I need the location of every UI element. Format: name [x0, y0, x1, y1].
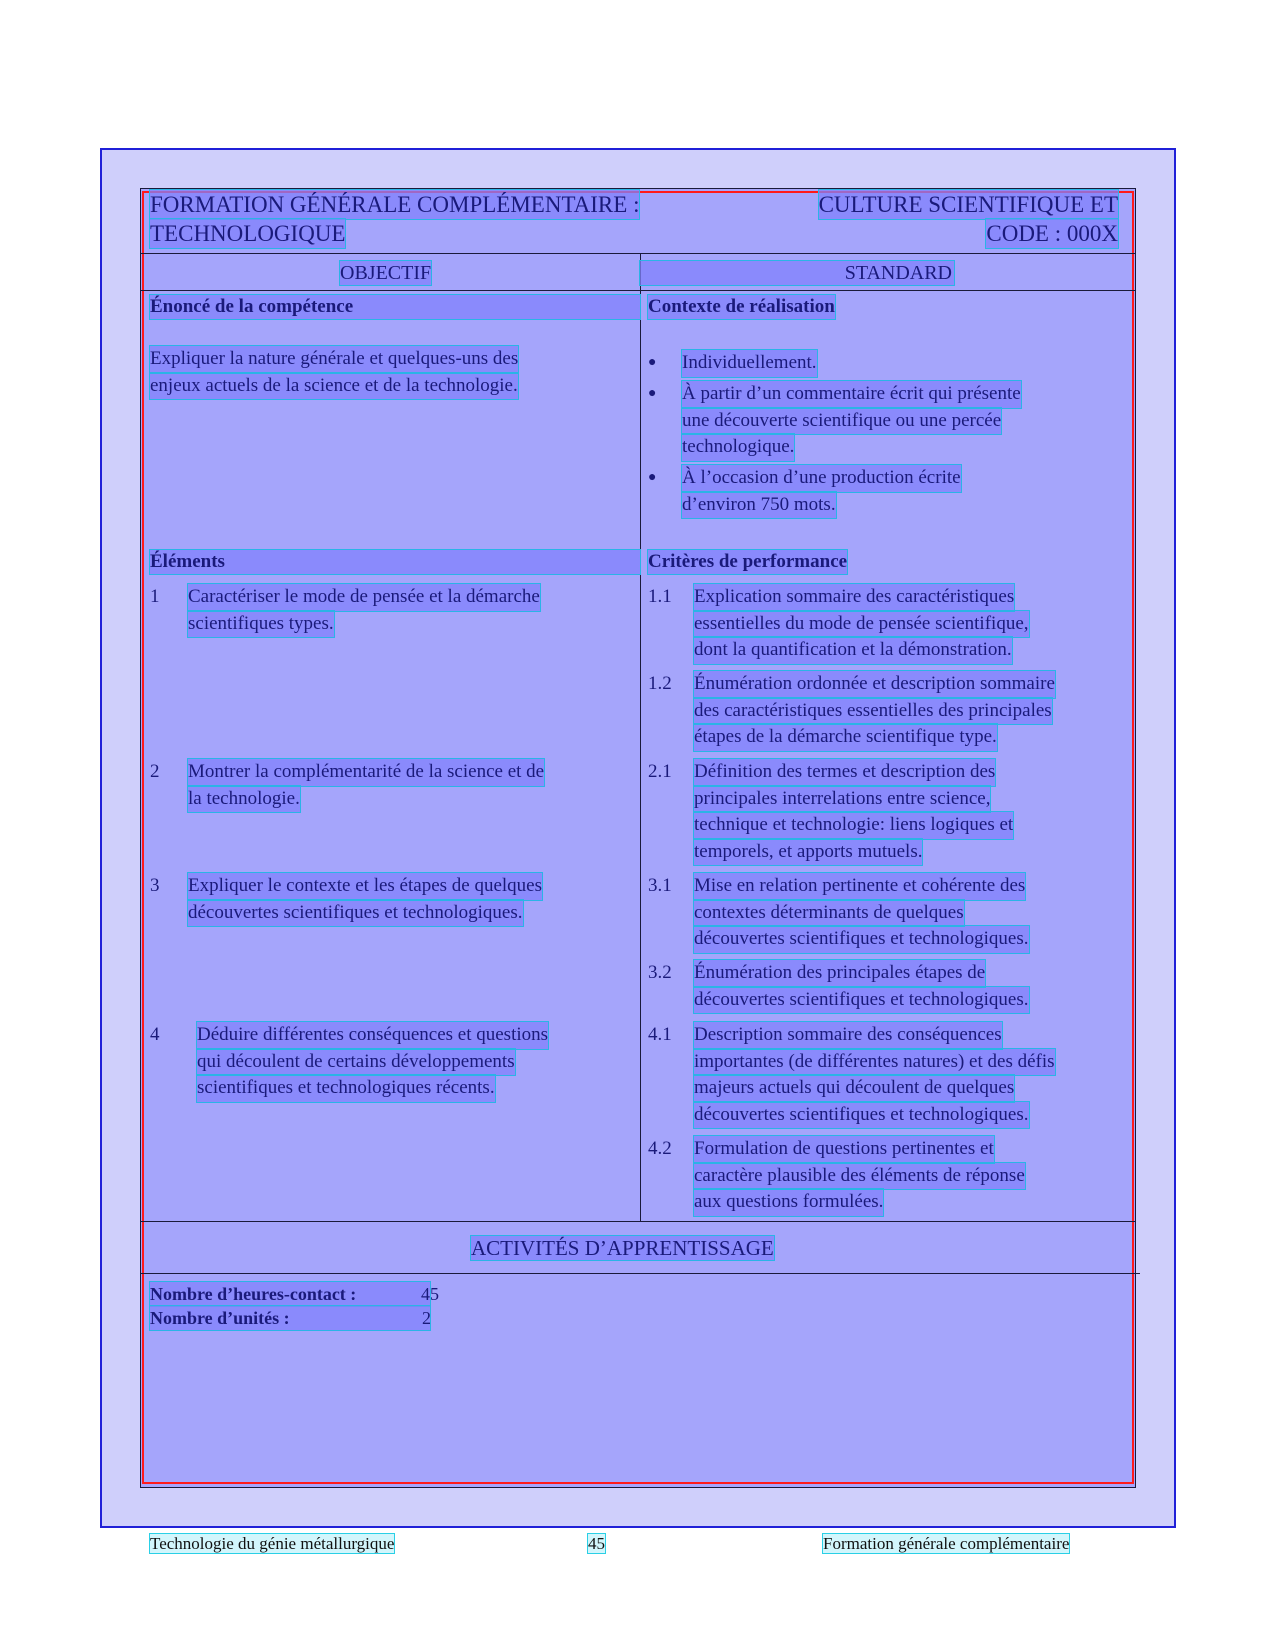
text-line: importantes (de différentes natures) et des défis [694, 1049, 1055, 1076]
criterion-item [694, 1022, 1055, 1128]
units-value: 2 [422, 1308, 431, 1328]
text-line: Individuellement. [682, 350, 817, 377]
element-number: 2 [150, 761, 160, 782]
text-line: découvertes scientifiques et technologiques. [694, 987, 1029, 1014]
text-line: étapes de la démarche scientifique type. [694, 724, 997, 751]
units-line [150, 1306, 430, 1330]
text-line: qui découlent de certains développements [197, 1049, 515, 1076]
element-item [197, 1022, 548, 1102]
text-line: Définition des termes et description des [694, 759, 995, 786]
bullet-icon: ● [648, 386, 657, 401]
divider [140, 1273, 1140, 1274]
element-number: 3 [150, 875, 160, 896]
context-item [682, 465, 961, 518]
criterion-item [694, 584, 1029, 664]
text-line: Expliquer la nature générale et quelques-uns des [150, 346, 518, 373]
criterion-item [694, 960, 1029, 1013]
text-line: contextes déterminants de quelques [694, 900, 964, 927]
criterion-number: 3.2 [648, 962, 672, 983]
criterion-item [694, 1136, 1025, 1216]
text-line: essentielles du mode de pensée scientifique, [694, 611, 1029, 638]
text-line: majeurs actuels qui découlent de quelques [694, 1075, 1014, 1102]
divider [140, 290, 1136, 291]
element-number: 1 [150, 586, 160, 607]
column-divider [640, 253, 641, 1221]
context-title: Contexte de réalisation [648, 296, 835, 317]
hours-contact-label: Nombre d’heures-contact : [150, 1284, 357, 1304]
text-line: Explication sommaire des caractéristiques [694, 584, 1014, 611]
footer-right [823, 1534, 1069, 1554]
text-line: Énumération ordonnée et description sommaire [694, 671, 1055, 698]
activities-title: ACTIVITÉS D’APPRENTISSAGE [471, 1236, 774, 1260]
text-line: technique et technologie: liens logiques et [694, 812, 1013, 839]
hours-contact-line [150, 1282, 439, 1306]
text-line: Énumération des principales étapes de [694, 960, 985, 987]
criterion-number: 4.1 [648, 1024, 672, 1045]
text-line: des caractéristiques essentielles des principales [694, 698, 1052, 725]
text-line: technologique. [682, 434, 794, 461]
text-line: aux questions formulées. [694, 1189, 883, 1216]
column-header-objectif: OBJECTIF [340, 262, 432, 284]
header-title-left: FORMATION GÉNÉRALE COMPLÉMENTAIRE : [150, 192, 640, 217]
context-item [682, 350, 817, 377]
page-number: 45 [588, 1534, 605, 1553]
criterion-item [694, 671, 1055, 751]
text-line: Caractériser le mode de pensée et la démarche [188, 584, 540, 611]
units-label: Nombre d’unités : [150, 1308, 290, 1328]
text-line: temporels, et apports mutuels. [694, 839, 922, 866]
text-line: découvertes scientifiques et technologiques. [188, 900, 523, 927]
text-line: Montrer la complémentarité de la science et de [188, 759, 544, 786]
competence-title: Énoncé de la compétence [150, 295, 640, 319]
criterion-number: 4.2 [648, 1138, 672, 1159]
criterion-number: 2.1 [648, 761, 672, 782]
course-header [150, 190, 1118, 250]
units-row [150, 1306, 430, 1330]
text-line: Expliquer le contexte et les étapes de quelques [188, 873, 542, 900]
bullet-icon: ● [648, 470, 657, 485]
footer-section: Formation générale complémentaire [823, 1534, 1070, 1553]
text-line: découvertes scientifiques et technologiques. [694, 1102, 1029, 1129]
criterion-item [694, 873, 1029, 953]
criterion-number: 1.1 [648, 586, 672, 607]
text-line: Mise en relation pertinente et cohérente des [694, 873, 1025, 900]
context-item [682, 381, 1021, 461]
text-line: principales interrelations entre science, [694, 786, 990, 813]
divider [140, 1221, 1136, 1222]
text-line: une découverte scientifique ou une percée [682, 408, 1001, 435]
divider [140, 253, 1136, 254]
text-line: scientifiques et technologiques récents. [197, 1075, 495, 1102]
footer-left [150, 1534, 394, 1554]
text-line: Déduire différentes conséquences et questions [197, 1022, 548, 1049]
text-line: À l’occasion d’une production écrite [682, 465, 961, 492]
text-line: dont la quantification et la démonstration. [694, 637, 1012, 664]
text-line: Description sommaire des conséquences [694, 1022, 1002, 1049]
text-line: scientifiques types. [188, 611, 334, 638]
criteria-title: Critères de performance [648, 551, 848, 572]
footer-center [588, 1534, 605, 1554]
text-line: enjeux actuels de la science et de la technologie. [150, 373, 518, 400]
header-title-right: CULTURE SCIENTIFIQUE ET [818, 192, 1118, 217]
text-line: caractère plausible des éléments de réponse [694, 1163, 1025, 1190]
text-line: découvertes scientifiques et technologiques. [694, 926, 1029, 953]
course-code: CODE : 000X [986, 221, 1118, 246]
bullet-icon: ● [648, 355, 657, 370]
element-item [188, 873, 542, 926]
criterion-item [694, 759, 1013, 865]
column-header-standard: STANDARD [640, 261, 954, 285]
hours-contact-row [150, 1282, 439, 1306]
element-item [188, 759, 544, 812]
competence-statement [150, 346, 518, 399]
text-line: la technologie. [188, 786, 300, 813]
criterion-number: 3.1 [648, 875, 672, 896]
hours-contact-value: 45 [421, 1284, 439, 1304]
header-title-continuation: TECHNOLOGIQUE [150, 221, 346, 246]
criterion-number: 1.2 [648, 673, 672, 694]
text-line: À partir d’un commentaire écrit qui présente [682, 381, 1021, 408]
elements-title: Éléments [150, 550, 640, 574]
footer-program: Technologie du génie métallurgique [150, 1534, 395, 1553]
text-line: d’environ 750 mots. [682, 492, 836, 519]
text-line: Formulation de questions pertinentes et [694, 1136, 994, 1163]
element-number: 4 [150, 1024, 160, 1045]
element-item [188, 584, 540, 637]
